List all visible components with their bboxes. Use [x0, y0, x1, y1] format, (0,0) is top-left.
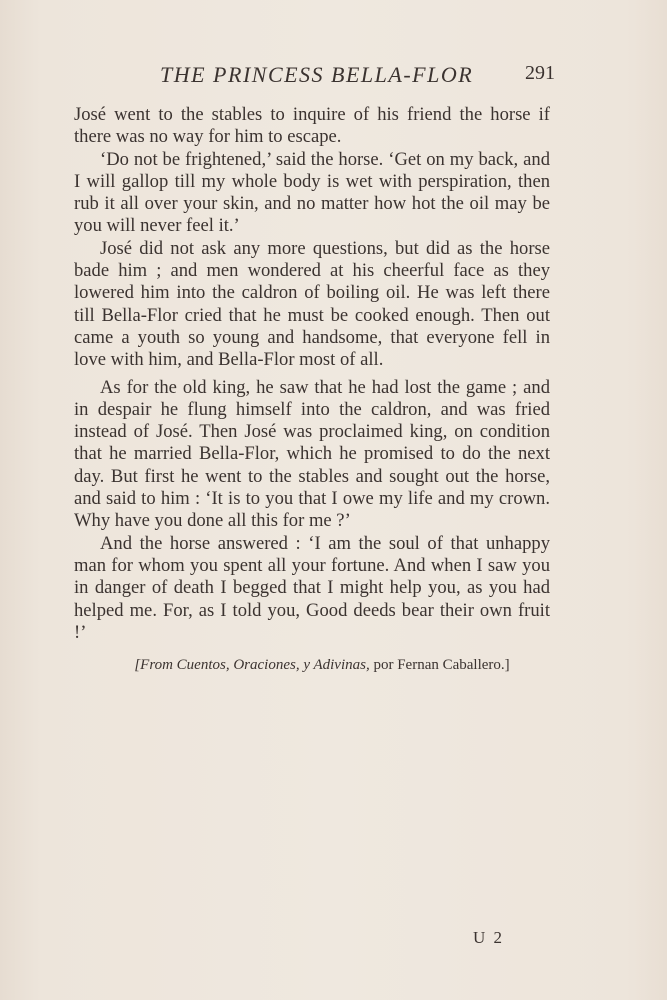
citation-author: por Fernan Caballero.]	[373, 657, 510, 674]
running-head	[160, 62, 555, 92]
paragraph: José went to the stables to inquire of his friend the horse if there was no way for him to escape.	[74, 104, 550, 148]
page-number: 291	[525, 62, 555, 84]
text-block	[74, 104, 550, 676]
running-title: THE PRINCESS BELLA-FLOR	[160, 62, 474, 87]
citation-source-title: [From Cuentos, Oraciones, y Adivinas,	[134, 657, 370, 674]
paragraph: ‘Do not be frightened,’ said the horse. ‘Get on my back, and I will gallop till my whole body is wet with perspiration, then rub it all over your skin, and no matter how hot the oil may be you will never feel it.’	[74, 148, 550, 237]
paragraph: José did not ask any more questions, but did as the horse bade him ; and men wondered at his cheerful face as they lowered him into the caldron of boiling oil. He was left there till Bella-Flor cried that he must be cooked enough. Then out came a youth so young and handsome, that everyone fell in love with him, and Bella-Flor most of all.	[74, 237, 550, 371]
paragraph: As for the old king, he saw that he had lost the game ; and in despair he flung himself into the caldron, and was fried instead of José. Then José was proclaimed king, on condition that he married Bella-Flor, which he promised to do the next day. But first he went to the stables and sought out the horse, and said to him : ‘It is to you that I owe my life and my crown. Why have you done all this for me ?’	[74, 376, 550, 532]
source-citation	[74, 654, 550, 676]
paragraph: And the horse answered : ‘I am the soul of that unhappy man for whom you spent all your fortune. And when I saw you in danger of death I begged that I might help you, as you had helped me. For, as I told you, Good deeds bear their own fruit !’	[74, 532, 550, 643]
signature-mark: U 2	[473, 928, 505, 947]
